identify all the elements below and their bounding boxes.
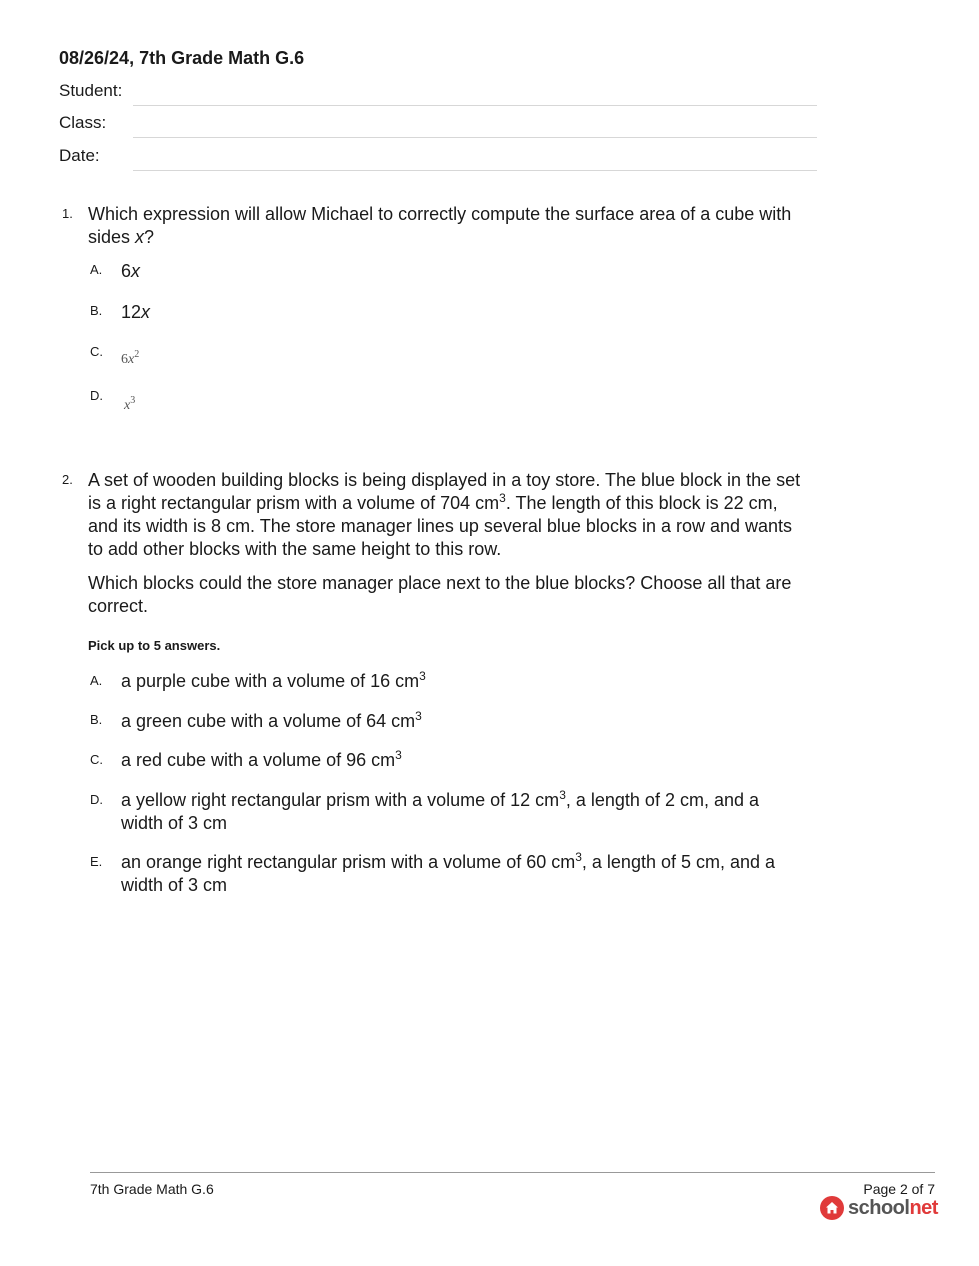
student-field-line[interactable] xyxy=(133,105,817,106)
option-superscript: 3 xyxy=(575,850,582,864)
question-2-text xyxy=(88,469,803,561)
q2-option-b[interactable] xyxy=(121,710,811,733)
option-letter[interactable]: B. xyxy=(90,712,103,727)
question-number: 1. xyxy=(62,206,73,221)
schoolnet-logo xyxy=(820,1194,938,1222)
question-1-text xyxy=(88,203,818,249)
question-superscript: 3 xyxy=(499,491,506,505)
question-number: 2. xyxy=(62,472,73,487)
option-coef: 6 xyxy=(121,261,132,281)
option-text: a red cube with a volume of 96 cm xyxy=(121,750,396,770)
option-text: , a length of 5 cm, and a width of 3 cm xyxy=(121,852,776,895)
question-text-part: ? xyxy=(144,227,155,247)
date-label: Date: xyxy=(59,146,100,165)
question-text-part: . The length of this block is 22 cm, and its width is 8 cm. The store manager lines up several blue blocks in a row and wants to add other blocks with the same height to this row. xyxy=(88,493,793,559)
option-var: x xyxy=(124,398,131,413)
option-text: , a length of 2 cm, and a width of 3 cm xyxy=(121,790,759,833)
logo-wordmark xyxy=(848,1197,938,1220)
option-letter[interactable]: A. xyxy=(90,262,103,277)
option-text: a purple cube with a volume of 16 cm xyxy=(121,671,420,691)
option-letter[interactable]: A. xyxy=(90,673,103,688)
option-coef: 12 xyxy=(121,302,142,322)
class-label: Class: xyxy=(59,113,107,132)
logo-net: net xyxy=(909,1196,938,1219)
option-var: x xyxy=(131,261,141,281)
question-2-prompt: Which blocks could the store manager place next to the blue blocks? Choose all that are correct. xyxy=(88,573,792,616)
q1-option-d[interactable] xyxy=(124,394,814,417)
option-superscript: 3 xyxy=(415,709,422,723)
option-var: x xyxy=(141,302,151,322)
option-superscript: 3 xyxy=(419,669,426,683)
page-title: 08/26/24, 7th Grade Math G.6 xyxy=(59,48,305,68)
option-letter[interactable]: C. xyxy=(90,752,103,767)
pick-instruction: Pick up to 5 answers. xyxy=(88,638,221,653)
option-superscript: 3 xyxy=(395,748,402,762)
q2-option-e[interactable] xyxy=(121,851,801,897)
option-text: an orange right rectangular prism with a volume of 60 cm xyxy=(121,852,576,872)
q2-option-c[interactable] xyxy=(121,749,811,772)
option-letter[interactable]: E. xyxy=(90,854,103,869)
option-letter[interactable]: D. xyxy=(90,792,103,807)
option-text: a green cube with a volume of 64 cm xyxy=(121,711,416,731)
option-coef: 6 xyxy=(121,352,128,367)
page-number: Page 2 of 7 xyxy=(863,1181,935,1197)
option-exponent: 2 xyxy=(134,349,140,360)
class-field-line[interactable] xyxy=(133,137,817,138)
q1-option-a[interactable] xyxy=(121,260,811,283)
q1-option-c[interactable] xyxy=(121,348,811,371)
house-icon xyxy=(820,1196,844,1220)
question-variable: x xyxy=(135,227,145,247)
option-letter[interactable]: C. xyxy=(90,344,103,359)
option-superscript: 3 xyxy=(559,788,566,802)
option-var: x xyxy=(128,352,135,367)
option-text: a yellow right rectangular prism with a volume of 12 cm xyxy=(121,790,560,810)
date-field-line[interactable] xyxy=(133,170,817,171)
question-text-part: A set of wooden building blocks is being displayed in a toy store. The blue block in the set is a right rectangular prism with a volume of 704 cm xyxy=(88,470,801,513)
option-letter[interactable]: B. xyxy=(90,303,103,318)
option-exponent: 3 xyxy=(130,395,136,406)
question-text-part: Which expression will allow Michael to correctly compute the surface area of a cube with sides xyxy=(88,204,792,247)
logo-school: school xyxy=(848,1196,910,1219)
footer-title: 7th Grade Math G.6 xyxy=(90,1181,214,1197)
option-letter[interactable]: D. xyxy=(90,388,103,403)
q2-option-a[interactable] xyxy=(121,670,811,693)
footer-divider xyxy=(90,1172,935,1173)
q2-option-d[interactable] xyxy=(121,789,791,835)
student-label: Student: xyxy=(59,81,123,100)
q1-option-b[interactable] xyxy=(121,301,811,324)
